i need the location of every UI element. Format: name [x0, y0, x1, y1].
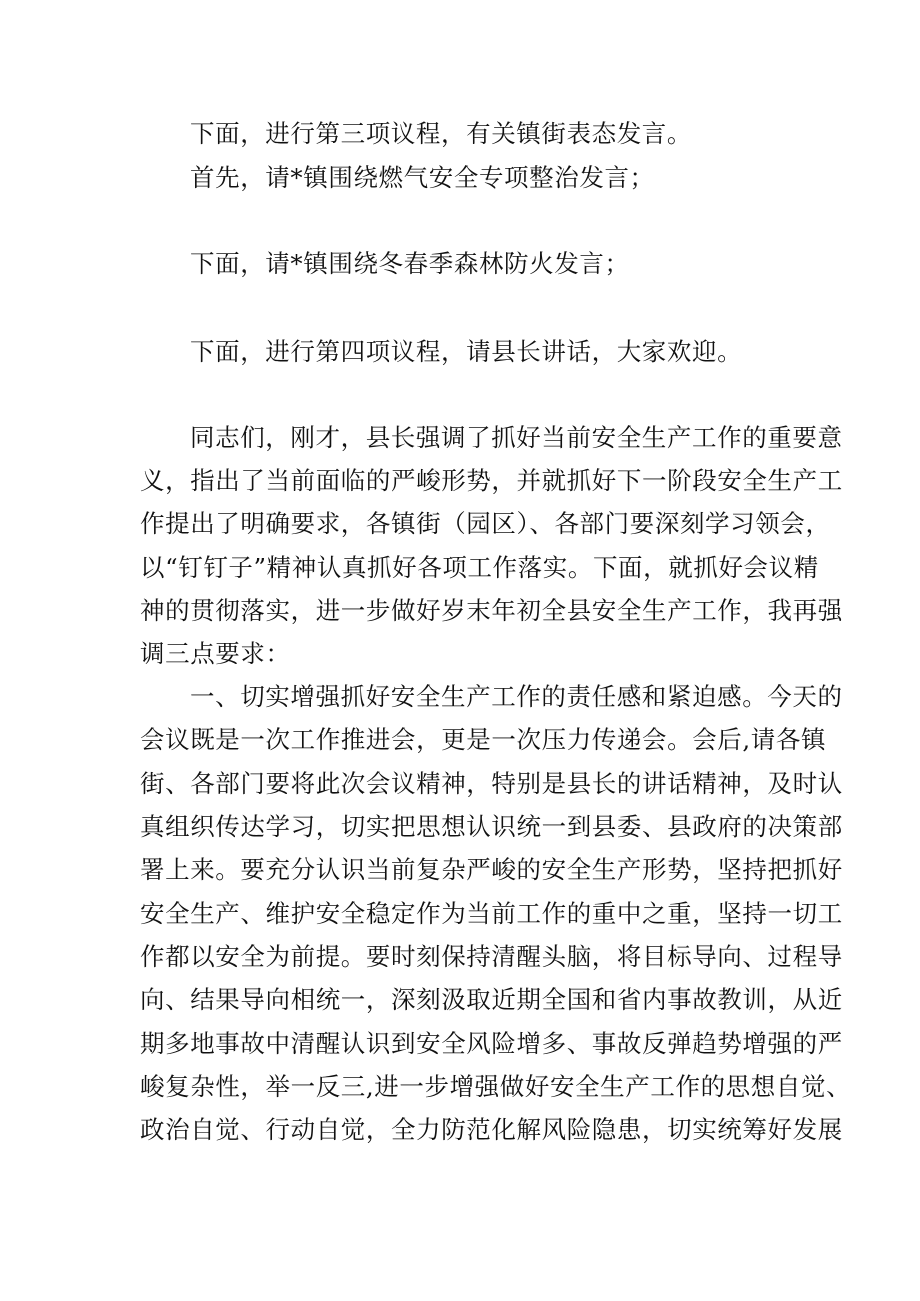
paragraph-line: 同志们，刚才，县长强调了抓好当前安全生产工作的重要意	[190, 423, 843, 452]
paragraph-line: 向、结果导向相统一，深刻汲取近期全国和省内事故教训，从近	[140, 985, 843, 1014]
paragraph-line: 署上来。要充分认识当前复杂严峻的安全生产形势，坚持把抓好	[140, 855, 843, 884]
paragraph-line: 义，指出了当前面临的严峻形势，并就抓好下一阶段安全生产工	[140, 466, 843, 495]
paragraph-line: 以“钉钉子”精神认真抓好各项工作落实。下面，就抓好会议精	[140, 553, 819, 582]
paragraph-line: 神的贯彻落实，进一步做好岁末年初全县安全生产工作，我再强	[140, 596, 843, 625]
agenda-item-4: 下面，进行第四项议程，请县长讲话，大家欢迎。	[190, 337, 743, 366]
paragraph-line: 作都以安全为前提。要时刻保持清醒头脑，将目标导向、过程导	[140, 942, 843, 971]
paragraph-line: 调三点要求：	[140, 639, 291, 668]
paragraph-line: 街、各部门要将此次会议精神，特别是县长的讲话精神，及时认	[140, 769, 843, 798]
paragraph-line: 一、切实增强抓好安全生产工作的责任感和紧迫感。今天的	[190, 682, 843, 711]
paragraph-line: 会议既是一次工作推进会，更是一次压力传递会。会后,请各镇	[140, 725, 827, 754]
agenda-speech-forest-fire: 下面，请*镇围绕冬春季森林防火发言；	[190, 249, 630, 278]
agenda-speech-gas-safety: 首先，请*镇围绕燃气安全专项整治发言；	[190, 163, 655, 192]
paragraph-line: 期多地事故中清醒认识到安全风险增多、事故反弹趋势增强的严	[140, 1029, 843, 1058]
paragraph-line: 真组织传达学习，切实把思想认识统一到县委、县政府的决策部	[140, 812, 843, 841]
paragraph-line: 作提出了明确要求，各镇街（园区）、各部门要深刻学习领会，	[140, 509, 831, 538]
paragraph-line: 政治自觉、行动自觉，全力防范化解风险隐患，切实统筹好发展	[140, 1115, 843, 1144]
paragraph-line: 安全生产、维护安全稳定作为当前工作的重中之重，坚持一切工	[140, 899, 843, 928]
agenda-item-3: 下面，进行第三项议程，有关镇街表态发言。	[190, 119, 692, 148]
paragraph-line: 峻复杂性，举一反三,进一步增强做好安全生产工作的思想自觉、	[140, 1072, 852, 1101]
